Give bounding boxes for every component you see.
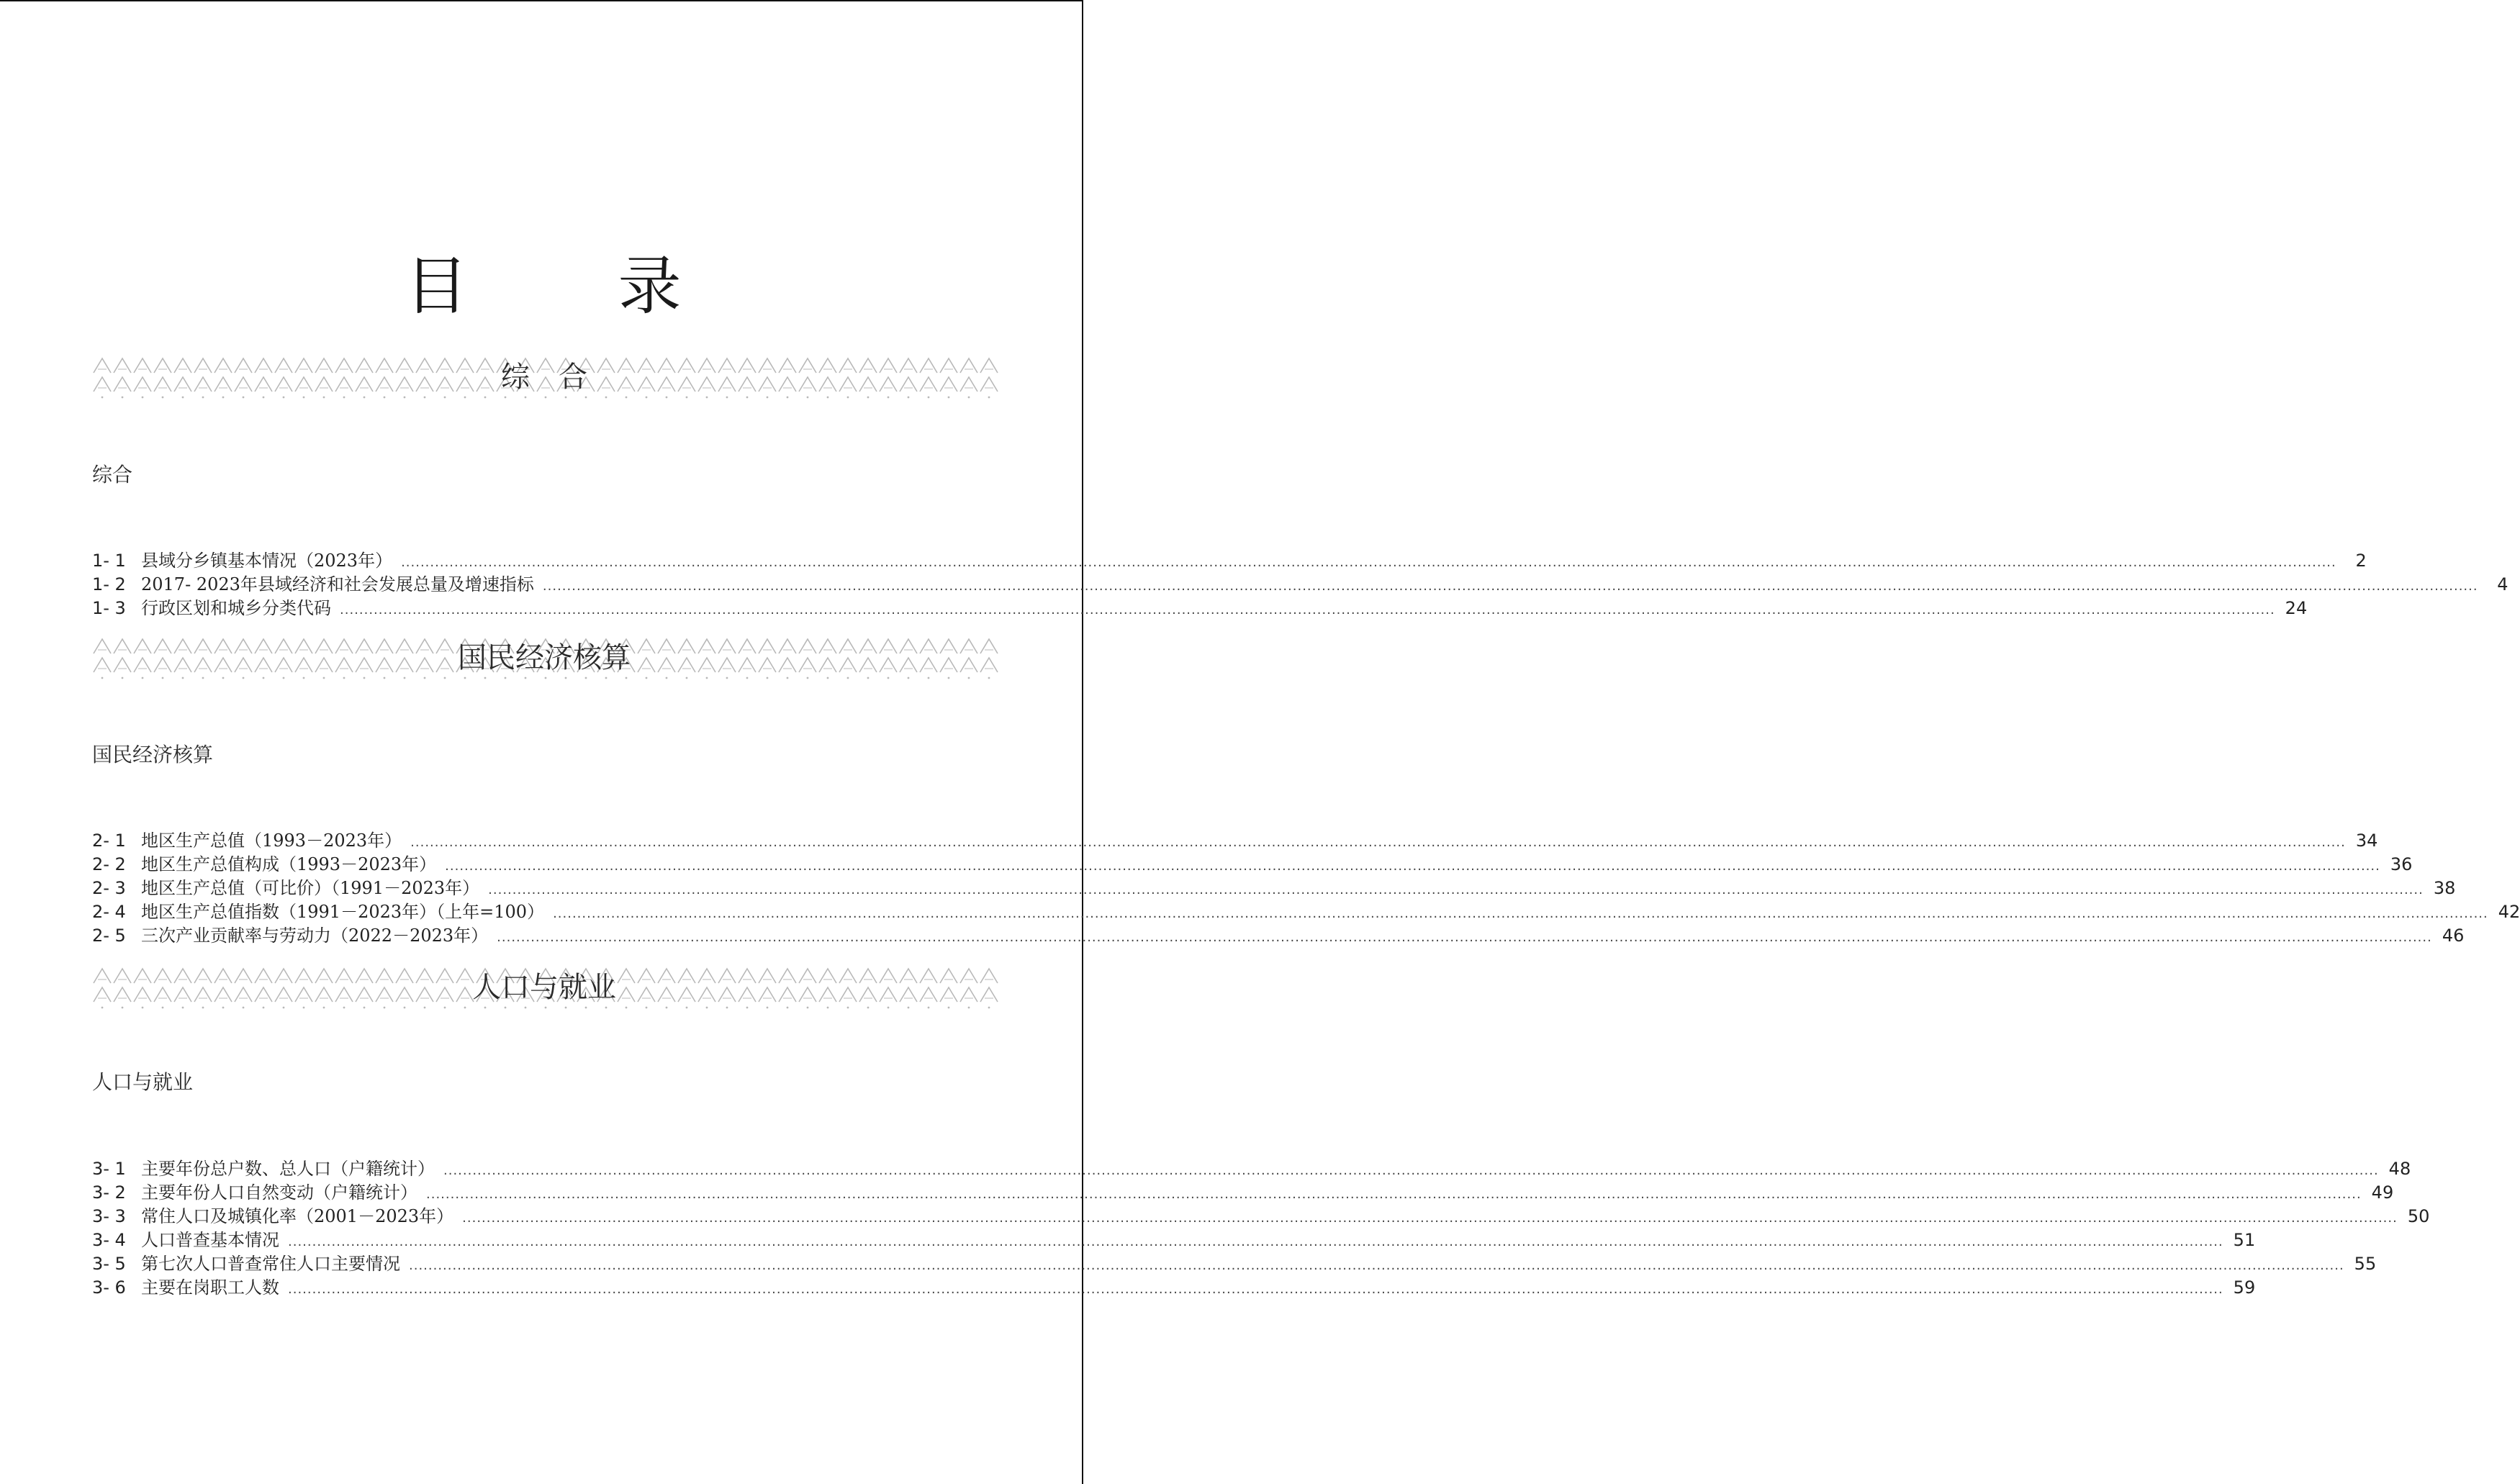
toc-leader-dots: ................................................................................................................................................................................................................................................................................................................................................................................................................ [553,906,2488,921]
toc-entry-page: 24 [2285,598,2308,618]
toc-leader-dots: ................................................................................................................................................................................................................................................................................................................................................................................................................ [426,1187,2362,1202]
toc-entry-title: 三次产业贡献率与劳动力（2022－2023年） [141,926,489,946]
banner-title: 综 合 [501,361,587,394]
toc-entry-title: 2017- 2023年县域经济和社会发展总量及增速指标 [141,574,534,594]
toc-leader-dots: ................................................................................................................................................................................................................................................................................................................................................................................................................ [488,882,2424,897]
toc-leader-dots: ................................................................................................................................................................................................................................................................................................................................................................................................................ [401,555,2336,570]
toc-entry-number: 1- 2 [92,574,126,594]
toc-entry-page: 55 [2354,1254,2377,1274]
toc-entry[interactable] [92,924,2465,948]
toc-entry-number: 3- 6 [92,1277,126,1298]
banner-title: 国民经济核算 [458,641,631,674]
toc-entry-title: 地区生产总值构成（1993－2023年） [141,854,437,874]
section-heading: 人口与就业 [92,1070,194,1094]
toc-entry[interactable] [92,877,2456,900]
section-banner-3 [92,964,996,1010]
toc-entry-number: 3- 2 [92,1182,126,1203]
page-title: 目 录 [405,248,725,323]
toc-entry-page: 38 [2433,878,2456,898]
toc-entry-page: 46 [2442,926,2465,946]
toc-leader-dots: ................................................................................................................................................................................................................................................................................................................................................................................................................ [443,1163,2379,1178]
toc-entry-number: 3- 4 [92,1230,126,1250]
toc-entry[interactable] [92,1229,2256,1252]
toc-entry-title: 地区生产总值（可比价）（1991－2023年） [141,878,480,898]
section-heading: 综合 [92,463,133,487]
toc-entry-page: 51 [2233,1230,2256,1250]
section-banner-2 [92,635,996,681]
toc-entry-number: 2- 5 [92,926,126,946]
section-heading: 国民经济核算 [92,743,214,766]
toc-entry-page: 48 [2388,1159,2411,1179]
toc-entry[interactable] [92,1157,2411,1181]
toc-leader-dots: ................................................................................................................................................................................................................................................................................................................................................................................................................ [409,1258,2344,1273]
toc-entry-title: 行政区划和城乡分类代码 [141,598,331,618]
toc-list [92,549,2508,620]
toc-entry-number: 2- 3 [92,878,126,898]
toc-entry-number: 2- 2 [92,854,126,874]
toc-entry[interactable] [92,1252,2377,1276]
toc-entry-title: 地区生产总值（1993－2023年） [141,831,402,851]
toc-entry-number: 3- 3 [92,1206,126,1226]
banner-title: 人口与就业 [472,971,616,1004]
toc-list [92,1157,2430,1300]
toc-entry[interactable] [92,1181,2394,1205]
toc-entry-title: 主要在岗职工人数 [141,1277,279,1298]
toc-entry-title: 县域分乡镇基本情况（2023年） [141,551,393,571]
toc-list [92,829,2520,948]
toc-entry-title: 地区生产总值指数（1991－2023年）（上年=100） [141,902,545,922]
toc-entry-title: 人口普查基本情况 [141,1230,279,1250]
toc-entry-title: 主要年份总户数、总人口（户籍统计） [141,1159,435,1179]
toc-entry-page: 36 [2390,854,2413,874]
toc-leader-dots: ................................................................................................................................................................................................................................................................................................................................................................................................................ [445,859,2380,874]
toc-entry-number: 2- 1 [92,831,126,851]
toc-leader-dots: ................................................................................................................................................................................................................................................................................................................................................................................................................ [340,602,2275,617]
toc-entry-number: 1- 1 [92,551,126,571]
toc-entry-title: 常住人口及城镇化率（2001－2023年） [141,1206,454,1226]
toc-entry[interactable] [92,1205,2430,1229]
toc-leader-dots: ................................................................................................................................................................................................................................................................................................................................................................................................................ [542,579,2478,594]
toc-entry-number: 3- 5 [92,1254,126,1274]
section-banner-1 [92,354,996,400]
toc-entry[interactable] [92,829,2378,853]
toc-entry-page: 2 [2355,551,2367,571]
toc-entry-page: 42 [2498,902,2520,922]
toc-entry-number: 3- 1 [92,1159,126,1179]
toc-entry-page: 50 [2407,1206,2430,1226]
toc-entry[interactable] [92,597,2308,620]
toc-leader-dots: ................................................................................................................................................................................................................................................................................................................................................................................................................ [462,1211,2398,1226]
toc-leader-dots: ................................................................................................................................................................................................................................................................................................................................................................................................................ [410,835,2346,850]
toc-leader-dots: ................................................................................................................................................................................................................................................................................................................................................................................................................ [288,1234,2223,1249]
toc-entry[interactable] [92,1276,2256,1300]
toc-entry[interactable] [92,853,2413,877]
toc-entry[interactable] [92,573,2508,597]
toc-entry-number: 2- 4 [92,902,126,922]
toc-entry-title: 主要年份人口自然变动（户籍统计） [141,1182,417,1203]
toc-entry-number: 1- 3 [92,598,126,618]
toc-entry-page: 59 [2233,1277,2256,1298]
toc-entry-page: 49 [2371,1182,2394,1203]
toc-leader-dots: ................................................................................................................................................................................................................................................................................................................................................................................................................ [288,1282,2223,1297]
toc-leader-dots: ................................................................................................................................................................................................................................................................................................................................................................................................................ [497,930,2432,945]
toc-entry[interactable] [92,900,2520,924]
toc-entry-page: 34 [2355,831,2378,851]
toc-entry-page: 4 [2497,574,2508,594]
toc-entry-title: 第七次人口普查常住人口主要情况 [141,1254,400,1274]
toc-entry[interactable] [92,549,2367,573]
